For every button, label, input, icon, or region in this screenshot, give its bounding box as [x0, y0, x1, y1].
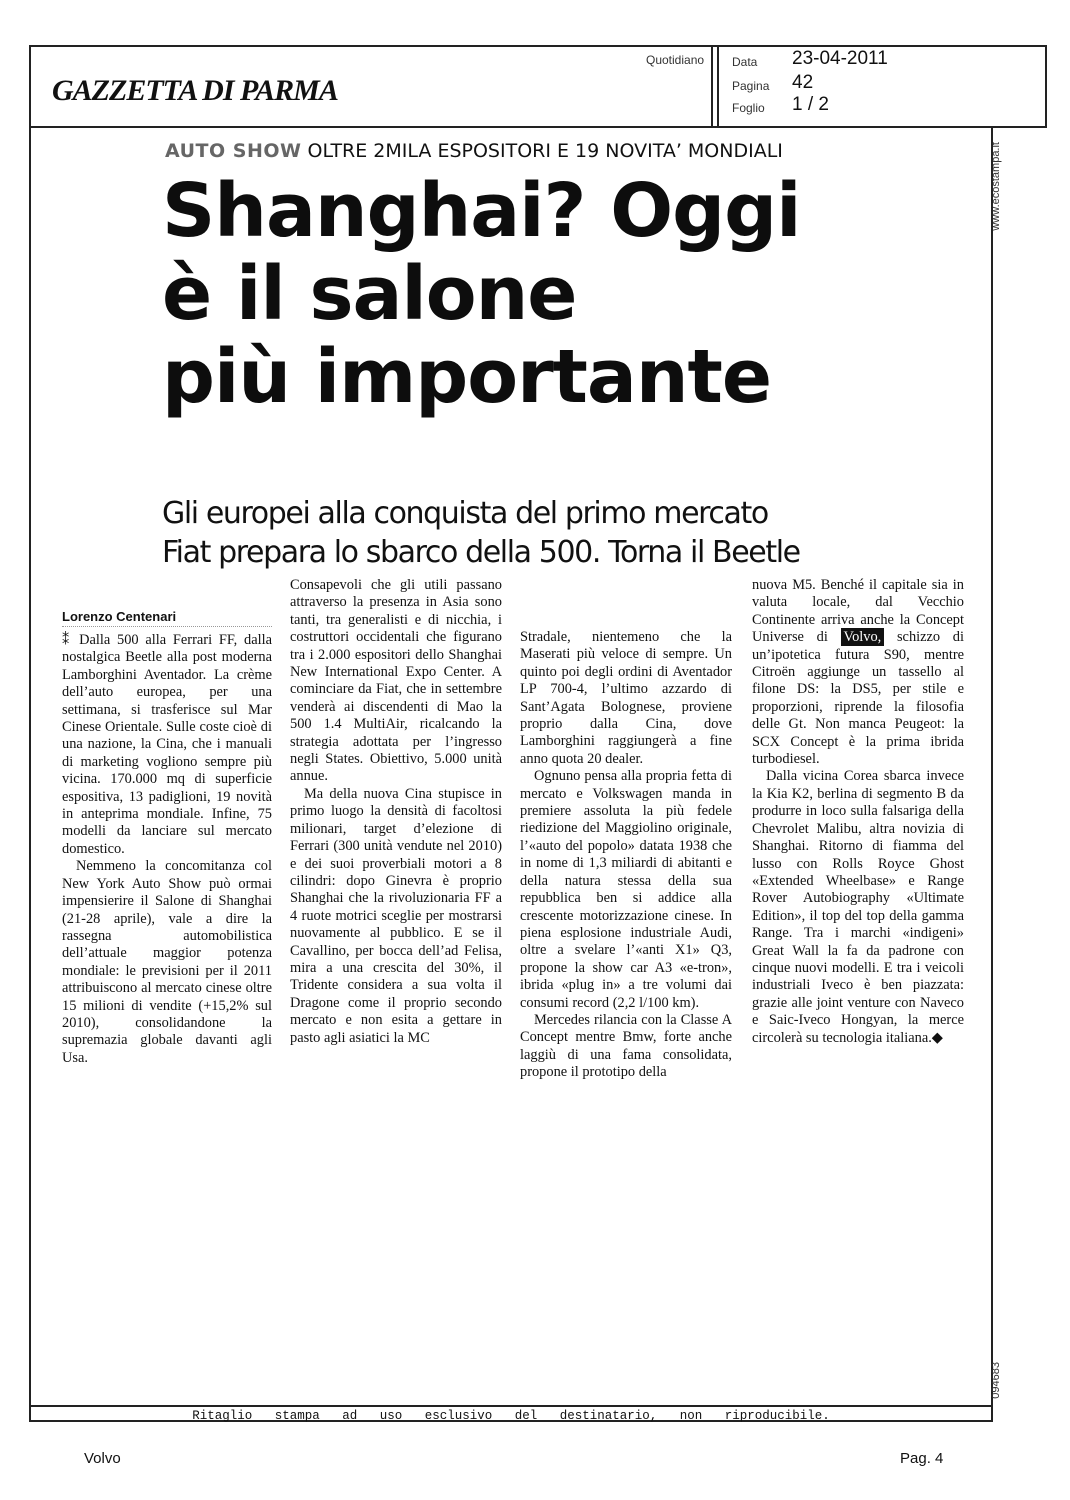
kicker [165, 140, 783, 162]
paragraph: Consapevoli che gli utili passano attraverso la presenza in Asia sono tanti, tra generalisti e di nicchia, i costruttori occidentali che figurano tra i 2.000 espositori dello Shanghai New International Expo Center. A cominciare da Fiat, che in settembre venderà ai discendenti di Mao la 500 1.4 MultiAir, ricalcando la strategia adottata per l’ingresso negli States. Obiettivo, 5.000 unità annue. [290, 577, 502, 785]
paragraph: Stradale, nientemeno che la Maserati più veloce di sempre. Un quinto poi degli ordini di Aventador LP 700-4, l’ultimo azzardo di Sant’Agata Bolognese, proviene proprio dalla Cina, dove Lamborghini raggiungerà a fine anno quota 20 dealer. [520, 629, 732, 767]
footer-client: Volvo [84, 1450, 121, 1467]
meta-value-pagina: 42 [792, 72, 814, 93]
paragraph-text: schizzo di un’ipotetica futura S90, mentre Citroën aggiunge un tassello al filone DS: la DS5, per stile e proporzioni, riprende la filosofia delle Gt. Non manca Peugeot: la SCX Concept è la prima ibrida turbodiesel. [752, 629, 965, 768]
lead-marker: ⁑ [62, 632, 80, 648]
paragraph-text: nuova M5. Benché il capitale sia in valuta locale, dal Vecchio Continente arriva anche la Concept Universe di [752, 577, 964, 646]
subheadline: Gli europei alla conquista del primo mercato Fiat prepara lo sbarco della 500. Torna il Beetle [162, 496, 800, 570]
paragraph [752, 577, 964, 768]
meta-value-data: 23-04-2011 [792, 48, 888, 69]
highlighted-term: Volvo, [841, 628, 885, 646]
byline: Lorenzo Centenari [62, 609, 177, 624]
side-code: 094683 [990, 1362, 1002, 1399]
publication-type: Quotidiano [646, 53, 705, 67]
footer-page: Pag. 4 [900, 1450, 944, 1467]
paragraph: Ma della nuova Cina stupisce in primo luogo la densità di facoltosi milionari, target d’elezione di Ferrari (300 unità vendute nel 2010) e dei suoi proverbiali motori a 8 cilindri: dopo Ginevra è proprio Shanghai che la rivoluzionaria FF a 4 ruote motrici sceglie per mostrarsi nuovamente al pubblico. E se il Cavallino, per bocca dell’ad Felisa, mira a una crescita del 30%, il Tridente considera a sua volta il Dragone come il proprio secondo mercato e non esita a gettare in pasto agli asiatici la MC [290, 785, 502, 1046]
meta-value-foglio: 1 / 2 [792, 94, 829, 115]
kicker-section: AUTO SHOW [165, 140, 302, 162]
article-column-1 [62, 632, 272, 1067]
paragraph-text: Dalla 500 alla Ferrari FF, dalla nostalgica Beetle alla post moderna Lamborghini Aventador. La crème dell’auto europea, per una settimana, si trasferisce sul Mar Cinese Orientale. Sulle coste cioè di una nazione, la Cina, che i manuali di marketing vogliono sempre più vicina. 170.000 mq di superficie espositiva, 13 padiglioni, 19 novità in anteprima mondiale. Infine, 75 modelli da lanciare sul mercato domestico. [62, 632, 272, 857]
article-column-3 [520, 629, 732, 1082]
header-divider [711, 47, 713, 126]
paragraph [62, 632, 272, 858]
paragraph: Mercedes rilancia con la Classe A Concept mentre Bmw, forte anche laggiù di una fama consolidata, propone il prototipo della [520, 1011, 732, 1081]
paragraph: Dalla vicina Corea sbarca invece la Kia K2, berlina di segmento B da produrre in loco sulla falsariga della Chevrolet Malibu, altra novizia di Shanghai. Ritorno di fiamma del lusso con Rolls Royce Ghost «Extended Wheelbase» e Range Rover Autobiography «Ultimate Edition», il top del top della gamma Range. Tra i marchi «indigeni» Great Wall la fa da padrone con cinque nuovi modelli. E tra i veicoli industriali Iveco è ben piazzata: grazie alle joint venture con Naveco e Saic-Iveco Hongyan, la merce circolerà su tecnologia italiana.◆ [752, 768, 964, 1046]
header-divider [717, 47, 719, 126]
article-column-4 [752, 577, 964, 1047]
kicker-text: OLTRE 2MILA ESPOSITORI E 19 NOVITA’ MONDIALI [307, 140, 783, 162]
article-column-2 [290, 577, 502, 1047]
meta-label-pagina: Pagina [732, 79, 770, 93]
side-url: www.ecostampa.it [990, 142, 1002, 231]
paragraph: Ognuno pensa alla propria fetta di mercato e Volkswagen manda in premiere assoluta la più fedele riedizione del Maggiolino originale, l’«auto del popolo» datata 1938 che in nome di 1,3 miliardi di abitanti e della natura stessa della sua repubblica ben si addice alla crescente motorizzazione cinese. In piena esplosione industriale Audi, oltre a svelare l’«anti X1» Q3, propone la show car A3 «e-tron», ibrida «plug in» a tre volumi dai consumi record (2,2 l/100 km). [520, 768, 732, 1011]
paragraph: Nemmeno la concomitanza col New York Auto Show può ormai impensierire il Salone di Shanghai (21-28 aprile), vale a dire la rassegna automobilistica dell’attuale maggior potenza mondiale: le previsioni per il 2011 attribuiscono al mercato cinese oltre 15 milioni di vendite (+15,2% sul 2010), consolidandone la supremazia globale davanti agli Usa. [62, 858, 272, 1066]
meta-label-data: Data [732, 55, 758, 69]
meta-label-foglio: Foglio [732, 101, 765, 115]
disclaimer: Ritaglio stampa ad uso esclusivo del destinatario, non riproducibile. [29, 1405, 993, 1423]
headline: Shanghai? Oggi è il salone più importante [162, 168, 801, 420]
masthead: GAZZETTA DI PARMA [52, 74, 338, 107]
byline-divider [62, 626, 272, 627]
